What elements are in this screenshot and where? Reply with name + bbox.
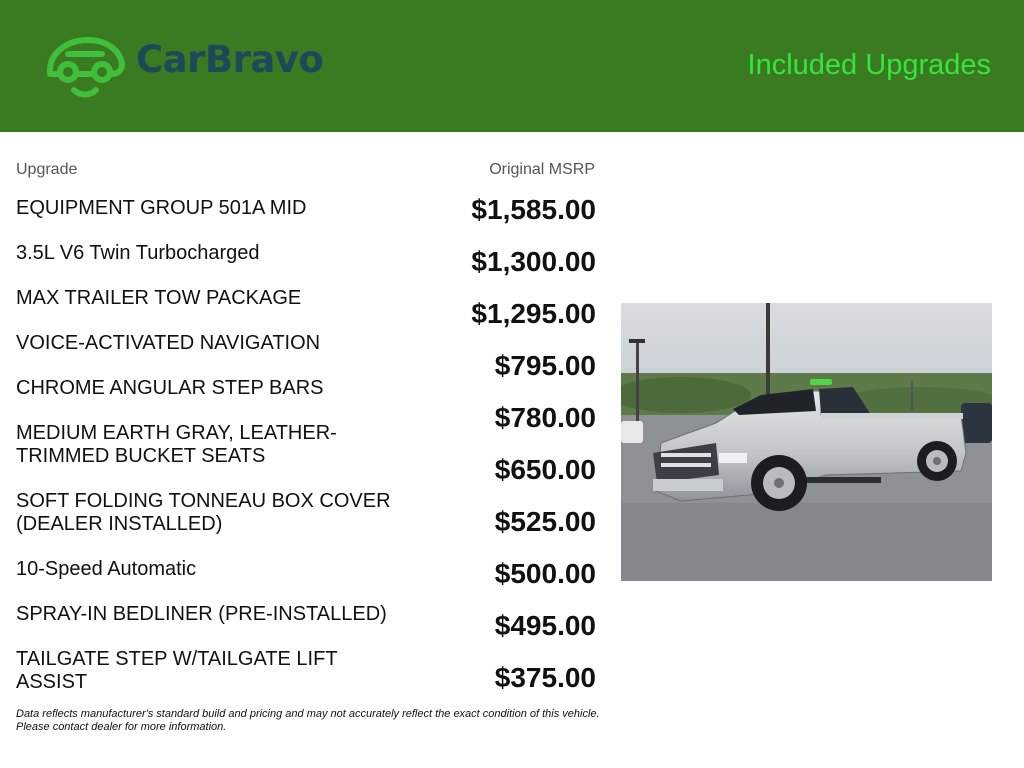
upgrade-name: TAILGATE STEP W/TAILGATE LIFT ASSIST <box>16 648 338 693</box>
upgrade-price: $500.00 <box>494 558 596 589</box>
page-title: Included Upgrades <box>747 49 991 81</box>
upgrade-name: VOICE-ACTIVATED NAVIGATION <box>16 332 321 354</box>
car-smile-icon <box>44 34 128 100</box>
disclaimer <box>16 708 616 733</box>
upgrade-name: EQUIPMENT GROUP 501A MID <box>16 197 307 219</box>
upgrade-name: MAX TRAILER TOW PACKAGE <box>16 287 302 309</box>
upgrade-name-list <box>16 197 416 716</box>
upgrade-price: $650.00 <box>494 454 596 485</box>
upgrade-price: $1,295.00 <box>471 298 596 329</box>
upgrade-column-header: Upgrade <box>16 161 78 178</box>
upgrade-price: $375.00 <box>494 662 596 693</box>
disclaimer-line: Please contact dealer for more information. <box>16 720 227 733</box>
upgrade-name: 3.5L V6 Twin Turbocharged <box>16 242 260 264</box>
upgrade-price: $1,585.00 <box>471 194 596 225</box>
upgrade-price: $780.00 <box>494 402 596 433</box>
carbravo-logo <box>44 34 324 100</box>
upgrade-price: $795.00 <box>494 350 596 381</box>
vehicle-photo <box>621 303 992 581</box>
upgrade-name: 10-Speed Automatic <box>16 558 197 580</box>
upgrade-name: SPRAY-IN BEDLINER (PRE-INSTALLED) <box>16 603 387 625</box>
page-header <box>0 0 1024 132</box>
upgrade-name: MEDIUM EARTH GRAY, LEATHER-TRIMMED BUCKET SEATS <box>16 422 337 467</box>
disclaimer-line: Data reflects manufacturer's standard build and pricing and may not accurately reflect the exact condition of this vehicle. <box>16 708 600 720</box>
upgrade-price-list <box>420 193 596 713</box>
upgrade-name: CHROME ANGULAR STEP BARS <box>16 377 324 399</box>
upgrade-price: $1,300.00 <box>471 246 596 277</box>
msrp-column-header: Original MSRP <box>489 161 595 178</box>
upgrade-price: $525.00 <box>494 506 596 537</box>
logo-wordmark: CarBravo <box>136 38 324 81</box>
upgrade-name: SOFT FOLDING TONNEAU BOX COVER (DEALER INSTALLED) <box>16 490 391 535</box>
upgrade-price: $495.00 <box>494 610 596 641</box>
